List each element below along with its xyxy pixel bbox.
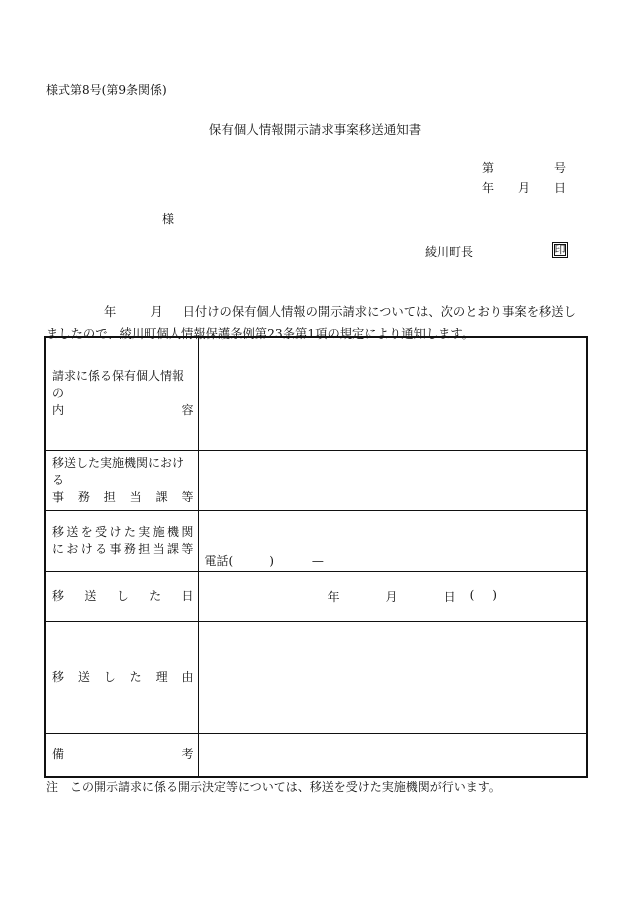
phone-close: ) [269,553,274,568]
label-char: 内 [52,403,65,418]
value-remarks[interactable] [198,733,587,777]
document-number-line [482,162,566,174]
weekday-close: ) [492,587,497,602]
label-requested-info-line1: 請求に係る保有個人情報の [52,369,185,401]
phone-dash: — [311,553,324,568]
label-remarks [45,733,198,777]
label-char: 移 [52,588,65,603]
label-char: 務 [77,489,90,504]
label-char: 考 [181,747,194,762]
label-char: 当 [129,489,142,504]
label-char: 送 [77,669,90,684]
table-row [45,510,587,571]
label-requested-info-line2 [52,402,194,419]
label-char: 課 [167,541,180,556]
addressee: 様 [162,212,175,226]
label-char: し [103,669,116,684]
date-year: 年 [482,181,495,195]
transfer-date-template [199,588,587,605]
number-suffix: 号 [553,161,566,175]
label-char: 移 [52,524,65,539]
label-char: 関 [181,524,194,539]
transfer-date-month: 月 [385,589,398,604]
label-char: 担 [103,489,116,504]
value-transfer-reason[interactable] [198,621,587,733]
seal-mark: 印 [552,242,568,258]
value-receiving-dept[interactable] [198,510,587,571]
table-row [45,621,587,733]
label-char: を [80,524,93,539]
date-day: 日 [553,181,566,195]
body-text: 日付けの保有個人情報の開示請求については、次のとおり事案を移送しましたので、綾川町個人情報保護条例第23条第1項の規定により通知します。 [46,305,576,341]
label-char: 等 [181,489,194,504]
label-char: 務 [123,541,136,556]
label-char: お [66,541,79,556]
body-year: 年 [104,305,117,319]
weekday-open: ( [469,587,475,602]
label-char: 等 [181,541,194,556]
footnote: 注 この開示請求に係る開示決定等については、移送を受けた実施機関が行います。 [46,780,501,794]
label-char: 容 [181,403,194,418]
label-char: し [116,588,129,603]
label-receiving-dept-line2 [52,541,194,558]
value-transferring-dept[interactable] [198,450,587,510]
label-char: 理 [155,669,168,684]
body-month: 月 [150,305,163,319]
label-char: 送 [66,524,79,539]
phone-open: 電話( [204,553,234,568]
value-transfer-date[interactable] [198,571,587,621]
label-char: 受 [95,524,108,539]
label-char: 実 [138,524,151,539]
label-char: 備 [52,747,65,762]
label-transfer-reason-text [52,669,194,686]
table-row [45,733,587,777]
label-char: 日 [181,588,194,603]
label-char: 送 [84,588,97,603]
label-char: 機 [167,524,180,539]
label-char: た [149,588,162,603]
label-transfer-date [45,571,198,621]
label-char: る [95,541,108,556]
phone-field [205,552,324,569]
label-char: に [52,541,65,556]
table-row [45,571,587,621]
label-char: 事 [109,541,122,556]
label-remarks-text [52,746,194,763]
label-char: 事 [52,489,65,504]
label-char: け [109,524,122,539]
label-char: た [129,669,142,684]
transfer-date-year: 年 [327,589,340,604]
label-transferring-dept [45,450,198,510]
label-receiving-dept-line1 [52,524,194,541]
sender-name: 綾川町長 [425,245,474,259]
label-char: 移 [52,669,65,684]
label-transfer-reason [45,621,198,733]
label-transfer-date-text [52,588,194,605]
label-transferring-dept-line1: 移送した実施機関における [52,455,185,487]
label-char: 当 [152,541,165,556]
document-title: 保有個人情報開示請求事案移送通知書 [208,122,422,137]
document-date-line [482,182,566,194]
number-prefix: 第 [482,161,495,175]
label-char: 課 [155,489,168,504]
value-requested-info[interactable] [198,337,587,450]
table-row [45,450,587,510]
label-char: 由 [181,669,194,684]
table-row [45,337,587,450]
label-requested-info [45,337,198,450]
transfer-date-day: 日 [443,589,456,604]
label-char: た [123,524,136,539]
transfer-details-table [44,336,588,778]
label-transferring-dept-line2 [52,489,194,506]
date-month: 月 [517,181,530,195]
label-receiving-dept [45,510,198,571]
form-number: 様式第8号(第9条関係) [46,83,167,97]
label-char: け [80,541,93,556]
label-char: 施 [152,524,165,539]
label-char: 担 [138,541,151,556]
